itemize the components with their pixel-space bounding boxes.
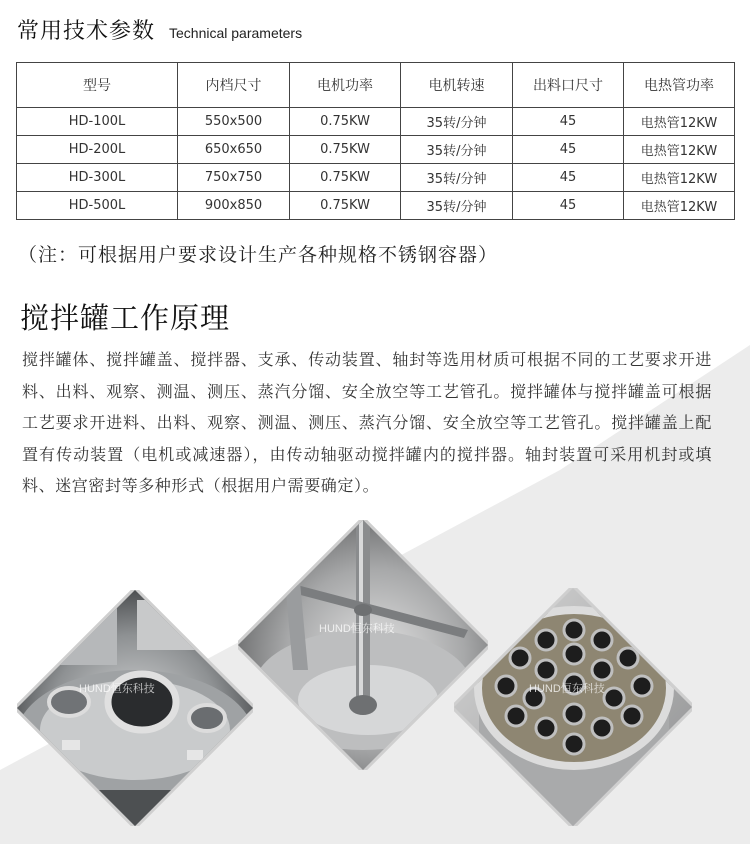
cell-inner-size: 550x500 bbox=[178, 108, 290, 136]
header-motor-speed: 电机转速 bbox=[401, 63, 513, 108]
watermark-1: HUND恒东科技 bbox=[79, 683, 155, 695]
cell-inner-size: 900x850 bbox=[178, 192, 290, 220]
table-row bbox=[17, 164, 735, 192]
cell-outlet-size: 45 bbox=[513, 136, 624, 164]
cell-motor-power: 0.75KW bbox=[290, 164, 401, 192]
cell-heater-power: 电热管12KW bbox=[624, 136, 735, 164]
tube-bundle-photo bbox=[454, 588, 692, 826]
cell-motor-speed: 35转/分钟 bbox=[401, 136, 513, 164]
watermark-3: HUND恒东科技 bbox=[529, 683, 605, 695]
cell-motor-power: 0.75KW bbox=[290, 192, 401, 220]
cell-inner-size: 650x650 bbox=[178, 136, 290, 164]
cell-motor-speed: 35转/分钟 bbox=[401, 164, 513, 192]
cell-outlet-size: 45 bbox=[513, 192, 624, 220]
cell-inner-size: 750x750 bbox=[178, 164, 290, 192]
params-table bbox=[16, 62, 735, 220]
tank-lid-photo bbox=[17, 590, 253, 826]
cell-outlet-size: 45 bbox=[513, 164, 624, 192]
params-heading bbox=[17, 14, 302, 50]
cell-motor-speed: 35转/分钟 bbox=[401, 108, 513, 136]
table-header-row bbox=[17, 63, 735, 108]
header-inner-size: 内档尺寸 bbox=[178, 63, 290, 108]
cell-model: HD-500L bbox=[17, 192, 178, 220]
params-title-zh: 常用技术参数 bbox=[17, 19, 156, 44]
table-row bbox=[17, 108, 735, 136]
cell-model: HD-100L bbox=[17, 108, 178, 136]
header-heater-power: 电热管功率 bbox=[624, 63, 735, 108]
header-motor-power: 电机功率 bbox=[290, 63, 401, 108]
cell-model: HD-300L bbox=[17, 164, 178, 192]
cell-heater-power: 电热管12KW bbox=[624, 164, 735, 192]
cell-motor-power: 0.75KW bbox=[290, 108, 401, 136]
cell-motor-power: 0.75KW bbox=[290, 136, 401, 164]
params-note: （注：可根据用户要求设计生产各种规格不锈钢容器） bbox=[18, 244, 499, 266]
cell-model: HD-200L bbox=[17, 136, 178, 164]
cell-motor-speed: 35转/分钟 bbox=[401, 192, 513, 220]
cell-heater-power: 电热管12KW bbox=[624, 108, 735, 136]
header-outlet-size: 出料口尺寸 bbox=[513, 63, 624, 108]
params-title-en: Technical parameters bbox=[169, 25, 303, 41]
cell-outlet-size: 45 bbox=[513, 108, 624, 136]
principle-body: 搅拌罐体、搅拌罐盖、搅拌器、支承、传动装置、轴封等选用材质可根据不同的工艺要求开进料、出料、观察、测温、测压、蒸汽分馏、安全放空等工艺管孔。搅拌罐体与搅拌罐盖可根据工艺要求开进料、出料、观察、测温、测压、蒸汽分馏、安全放空等工艺管孔。搅拌罐盖上配置有传动装置（电机或减速器），由传动轴驱动搅拌罐内的搅拌器。轴封装置可采用机封或填料、迷宫密封等多种形式（根据用户需要确定）。 bbox=[22, 350, 712, 495]
watermark-2: HUND恒东科技 bbox=[319, 623, 395, 635]
tank-interior-photo bbox=[238, 520, 488, 770]
cell-heater-power: 电热管12KW bbox=[624, 192, 735, 220]
table-row bbox=[17, 136, 735, 164]
table-row bbox=[17, 192, 735, 220]
principle-title: 搅拌罐工作原理 bbox=[20, 301, 231, 335]
header-model: 型号 bbox=[17, 63, 178, 108]
